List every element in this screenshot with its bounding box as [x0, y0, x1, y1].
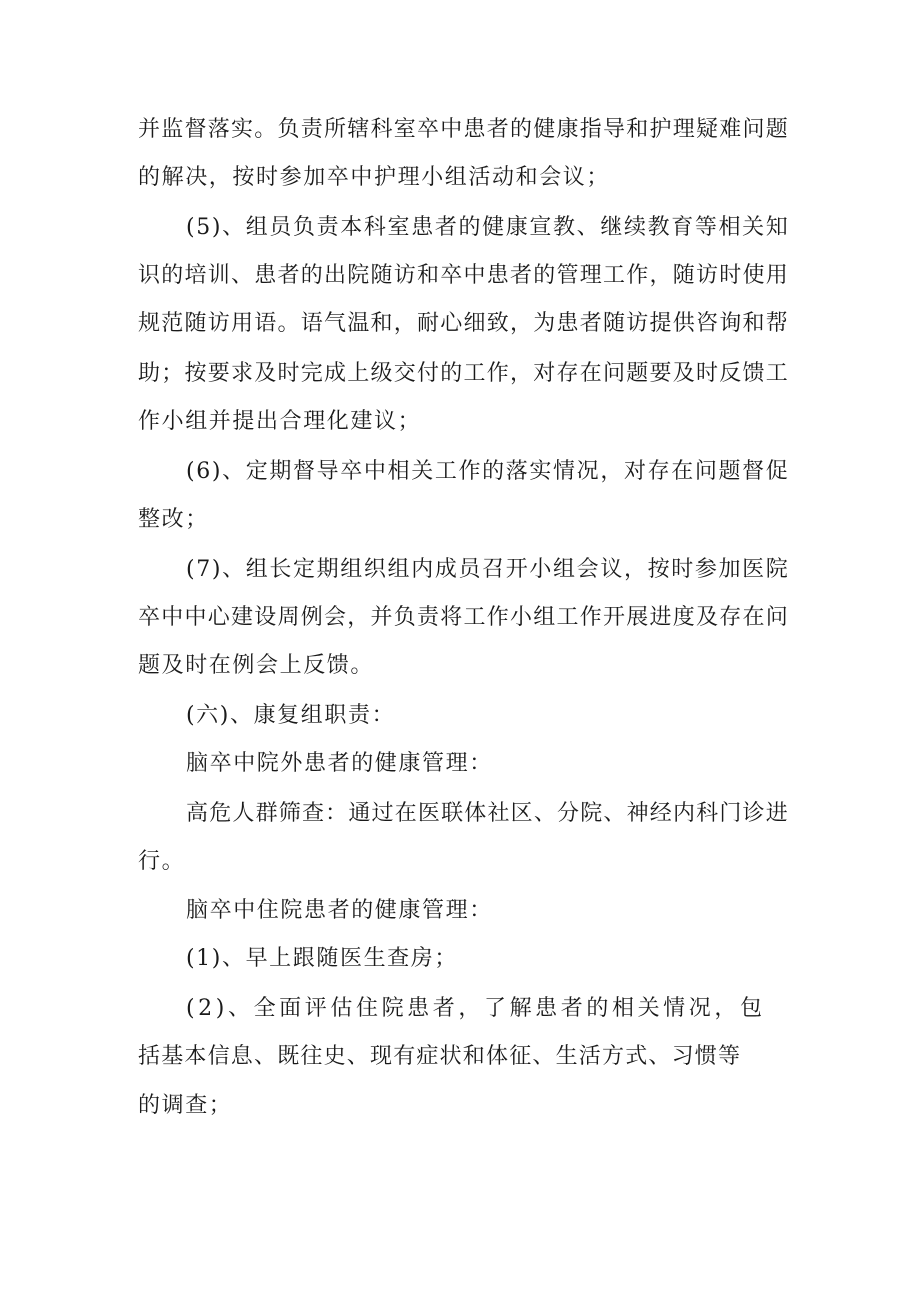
list-item: (1)、早上跟随医生查房；	[186, 946, 458, 971]
paragraph-line: 脑卒中院外患者的健康管理：	[186, 751, 493, 776]
paragraph-line: 卒 中 中 心 建 设 周 例 会 ， 并 负 责 将 工 作 小 组 工 作 开 展 进 度 及 存 在 问	[138, 605, 788, 630]
paragraph-line: ( 5 ) 、 组 员 负 责 本 科 室 患 者 的 健 康 宣 教 、 继 续 教 育 等 相 关 知	[186, 215, 788, 240]
paragraph-line: 并 监 督 落 实 。 负 责 所 辖 科 室 卒 中 患 者 的 健 康 指 导 和 护 理 疑 难 问 题	[138, 117, 788, 142]
section-heading: (六)、康复组职责：	[186, 703, 396, 728]
paragraph-line: ( 6 ) 、 定 期 督 导 卒 中 相 关 工 作 的 落 实 情 况 ， 对 存 在 问 题 督 促	[186, 459, 788, 484]
paragraph-line: 括基本信息、既往史、现有症状和体征、生活方式、习惯等	[138, 1044, 742, 1069]
paragraph-line: 脑卒中住院患者的健康管理：	[186, 898, 493, 923]
paragraph-line: 高 危 人 群 筛 查 ： 通 过 在 医 联 体 社 区 、 分 院 、 神 经 内 科 门 诊 进	[186, 801, 788, 826]
paragraph-line: 整改；	[138, 507, 209, 532]
paragraph-line: ( 7 ) 、 组 长 定 期 组 织 组 内 成 员 召 开 小 组 会 议 ， 按 时 参 加 医 院	[186, 557, 788, 582]
paragraph-line: 作小组并提出合理化建议；	[138, 409, 422, 434]
paragraph-line: 的解决，按时参加卒中护理小组活动和会议；	[138, 165, 611, 190]
paragraph-line: 的调查；	[138, 1093, 233, 1118]
paragraph-line: 行。	[138, 849, 186, 874]
paragraph-line: 题及时在例会上反馈。	[138, 653, 375, 678]
list-item: (2)、全面评估住院患者，了解患者的相关情况，包	[186, 996, 766, 1021]
paragraph-line: 识 的 培 训 、 患 者 的 出 院 随 访 和 卒 中 患 者 的 管 理 工 作 ， 随 访 时 使 用	[138, 263, 788, 288]
paragraph-line: 助 ； 按 要 求 及 时 完 成 上 级 交 付 的 工 作 ， 对 存 在 问 题 要 及 时 反 馈 工	[138, 361, 788, 386]
paragraph-line: 规 范 随 访 用 语 。 语 气 温 和 ， 耐 心 细 致 ， 为 患 者 随 访 提 供 咨 询 和 帮	[138, 311, 788, 336]
